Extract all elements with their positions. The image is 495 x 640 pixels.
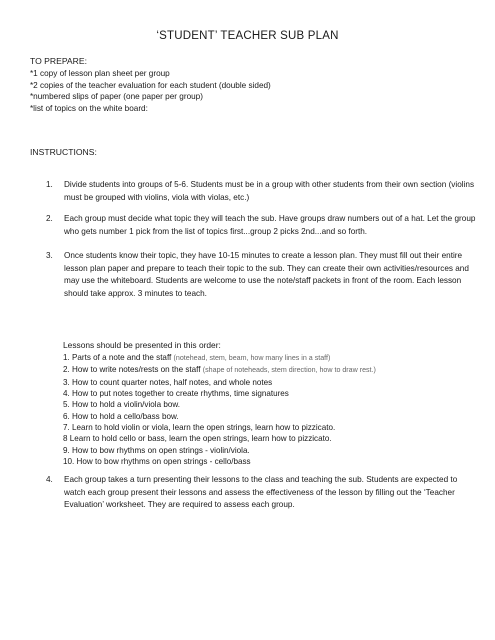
lesson-text: 3. How to count quarter notes, half notes, and whole notes bbox=[63, 377, 273, 387]
step-number: 3. bbox=[46, 251, 53, 260]
instruction-step-4 bbox=[46, 474, 476, 512]
lessons-heading: Lessons should be presented in this order: bbox=[63, 340, 221, 350]
lesson-item bbox=[63, 364, 473, 376]
instruction-step-3 bbox=[46, 250, 476, 300]
lesson-text: 1. Parts of a note and the staff bbox=[63, 353, 174, 362]
lesson-item bbox=[63, 433, 473, 444]
step-number: 4. bbox=[46, 475, 53, 484]
lesson-text: 6. How to hold a cello/bass bow. bbox=[63, 411, 179, 421]
lessons-list bbox=[63, 352, 473, 467]
lesson-text: 8 Learn to hold cello or bass, learn the open strings, learn how to pizzicato. bbox=[63, 434, 332, 444]
lesson-note: (shape of noteheads, stem direction, how to draw rest.) bbox=[202, 366, 376, 375]
step-number: 1. bbox=[46, 180, 53, 189]
prep-item: *2 copies of the teacher evaluation for each student (double sided) bbox=[30, 80, 271, 90]
page-title: ‘STUDENT’ TEACHER SUB PLAN bbox=[156, 30, 339, 42]
lesson-text: 4. How to put notes together to create rhythms, time signatures bbox=[63, 389, 289, 399]
step-number: 2. bbox=[46, 214, 53, 223]
step-text: Each group must decide what topic they will teach the sub. Have groups draw numbers out of a hat. Let the group who gets number 1 pick from the list of topics first...group 2 picks 2nd...and so forth. bbox=[64, 214, 476, 236]
instructions-heading: INSTRUCTIONS: bbox=[30, 147, 97, 157]
to-prepare-heading: TO PREPARE: bbox=[30, 56, 87, 66]
lesson-text: 10. How to bow rhythms on open strings - cello/bass bbox=[63, 457, 251, 467]
step-text: Divide students into groups of 5-6. Students must be in a group with other students from their own section (violins must be grouped with violins, viola with violas, etc.) bbox=[64, 180, 475, 202]
instruction-step-2 bbox=[46, 213, 476, 238]
step-text: Once students know their topic, they have 10-15 minutes to create a lesson plan. They must fill out their entire lesson plan paper and prepare to teach their topic to the sub. They can create their own activities/resources and may use the whiteboard. Students are welcome to use the note/staff packets in front of the room. Each lesson should take approx. 3 minutes to teach. bbox=[64, 251, 469, 298]
lesson-item bbox=[63, 399, 473, 410]
prep-item: *1 copy of lesson plan sheet per group bbox=[30, 69, 170, 78]
lesson-item bbox=[63, 422, 473, 433]
lesson-item bbox=[63, 411, 473, 422]
lesson-item bbox=[63, 456, 473, 467]
lesson-item bbox=[63, 388, 473, 399]
lesson-text: 7. Learn to hold violin or viola, learn the open strings, learn how to pizzicato. bbox=[63, 423, 336, 433]
lesson-item bbox=[63, 445, 473, 456]
prep-item: *numbered slips of paper (one paper per group) bbox=[30, 92, 203, 102]
to-prepare-list bbox=[30, 68, 271, 114]
lesson-text: 2. How to write notes/rests on the staff bbox=[63, 365, 203, 375]
lesson-text: 5. How to hold a violin/viola bow. bbox=[63, 400, 180, 410]
instruction-step-1 bbox=[46, 179, 476, 204]
step-text: Each group takes a turn presenting their lessons to the class and teaching the sub. Students are expected to watch each group present their lessons and assess the effectiveness of the lesson by filling out the ‘Teacher Evaluation’ worksheet. They are required to assess each group. bbox=[64, 475, 458, 509]
lesson-item bbox=[63, 377, 473, 388]
lesson-item bbox=[63, 352, 473, 364]
lesson-note: (notehead, stem, beam, how many lines in a staff) bbox=[173, 354, 331, 362]
lesson-text: 9. How to bow rhythms on open strings - violin/viola. bbox=[63, 445, 250, 455]
prep-item: *list of topics on the white board: bbox=[30, 103, 148, 113]
